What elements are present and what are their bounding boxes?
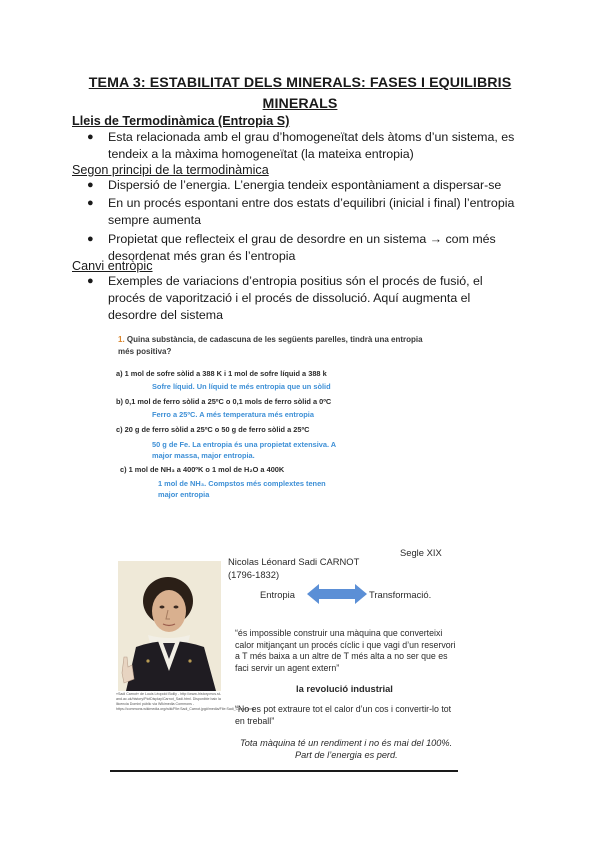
bullet-icon: ● xyxy=(87,232,94,245)
bullet-icon: ● xyxy=(87,179,94,191)
closing-line-2: Part de l’energia es perd. xyxy=(295,750,398,760)
scientist-name: Nicolas Léonard Sadi CARNOT xyxy=(228,556,360,567)
section-2-list xyxy=(72,177,522,266)
portrait-caption: «Sadi Carnot» de Louis Léopold Boilly - http://www-history.mcs.st-and.ac.uk/history/PictDisplay/Carnot_Sadi.html. Disponible baix la llicencia Domini públic via Wikimedia Commons - https://commons.wikimedia.org/wiki/File:Sadi_Carnot.jpg#/media/File:Sadi_Carnot.jpeg xyxy=(116,692,255,711)
closing-line-1: Tota màquina té un rendiment i no és mai del 100%. xyxy=(240,738,453,748)
carnot-portrait xyxy=(118,561,221,691)
list-item: ● Exemples de variacions d’entropia positius són el procés de fusió, el procés de vaporització i el procés de dissolució. Aquí augmenta el desordre del sistema xyxy=(87,274,483,323)
bullet-icon: ● xyxy=(87,131,94,143)
exercise-answer-d-line1: 1 mol de NH₃. Compstos més complextes tenen xyxy=(158,479,326,488)
exercise-answer-b: Ferro a 25ºC. A més temperatura més entropia xyxy=(152,410,314,419)
carnot-quote-2: “No es pot extraure tot el calor d’un cos i convertir-lo tot en treball” xyxy=(235,704,452,726)
exercise-item-a: a) 1 mol de sofre sòlid a 388 K i 1 mol de sofre líquid a 388 k xyxy=(116,369,327,378)
list-item: ● En un procés espontani entre dos estats d’equilibri (inicial i final) l’entropia sempre aumenta xyxy=(87,196,515,228)
carnot-quote-1: “és impossible construir una màquina que converteixi calor mitjançant un procés cíclic i que vagi d’un reservori a T més baixa a un altre de T més alta a no ser que es faci servir un agent extern” xyxy=(235,628,456,673)
section-3-list xyxy=(72,273,522,326)
exercise-answer-d-line2: major entropia xyxy=(158,490,210,499)
transformation-label: Transformació. xyxy=(369,589,432,600)
entropy-label: Entropia xyxy=(260,589,295,600)
exercise-item-d: c) 1 mol de NH₃ a 400ºK o 1 mol de H₂O a 400K xyxy=(120,465,285,474)
list-item: ● Esta relacionada amb el grau d’homogeneïtat dels àtoms d’un sistema, es tendeix a la màxima homogeneïtat (la mateixa entropia) xyxy=(87,130,515,162)
exercise-item-b: b) 0,1 mol de ferro sòlid a 25ºC o 0,1 mols de ferro sòlid a 0ºC xyxy=(116,397,332,406)
section-heading-thermodynamics: Lleis de Termodinàmica (Entropia S) xyxy=(72,114,290,128)
exercise-image xyxy=(106,328,446,506)
bullet-icon: ● xyxy=(87,275,94,287)
exercise-answer-c-line1: 50 g de Fe. La entropia és una propietat extensiva. A xyxy=(152,440,337,449)
scientist-years: (1796-1832) xyxy=(228,569,280,580)
section-heading-entropy-change: Canvi entròpic xyxy=(72,259,153,273)
list-item: ● Dispersió de l’energia. L’energia tendeix espontàniament a dispersar-se xyxy=(72,177,522,194)
portrait-image xyxy=(118,561,221,691)
section-1-list xyxy=(72,129,522,164)
century-label: Segle XIX xyxy=(400,547,442,558)
carnot-figure xyxy=(110,540,460,770)
bullet-icon: ● xyxy=(87,197,94,210)
bottom-divider xyxy=(110,770,458,772)
exercise-answer-a: Sofre líquid. Un líquid te més entropia que un sòlid xyxy=(152,382,331,391)
exercise-question: 1. Quina substància, de cadascuna de les següents parelles, tindrà una entropia més positiva? xyxy=(118,335,423,356)
section-heading-second-law: Segon principi de la termodinàmica xyxy=(72,163,269,177)
list-item: ● Propietat que reflecteix el grau de desordre en un sistema → com més desordenat més gran és l’entropia xyxy=(87,231,496,263)
double-arrow-icon xyxy=(307,582,367,606)
exercise-item-c: c) 20 g de ferro sòlid a 25ºC o 50 g de ferro sòlid a 25ºC xyxy=(116,425,310,434)
industrial-revolution-label: la revolució industrial xyxy=(296,683,393,694)
page-title: TEMA 3: ESTABILITAT DELS MINERALS: FASES I EQUILIBRIS MINERALS xyxy=(88,75,512,112)
exercise-answer-c-line2: major massa, major entropia. xyxy=(152,451,255,460)
